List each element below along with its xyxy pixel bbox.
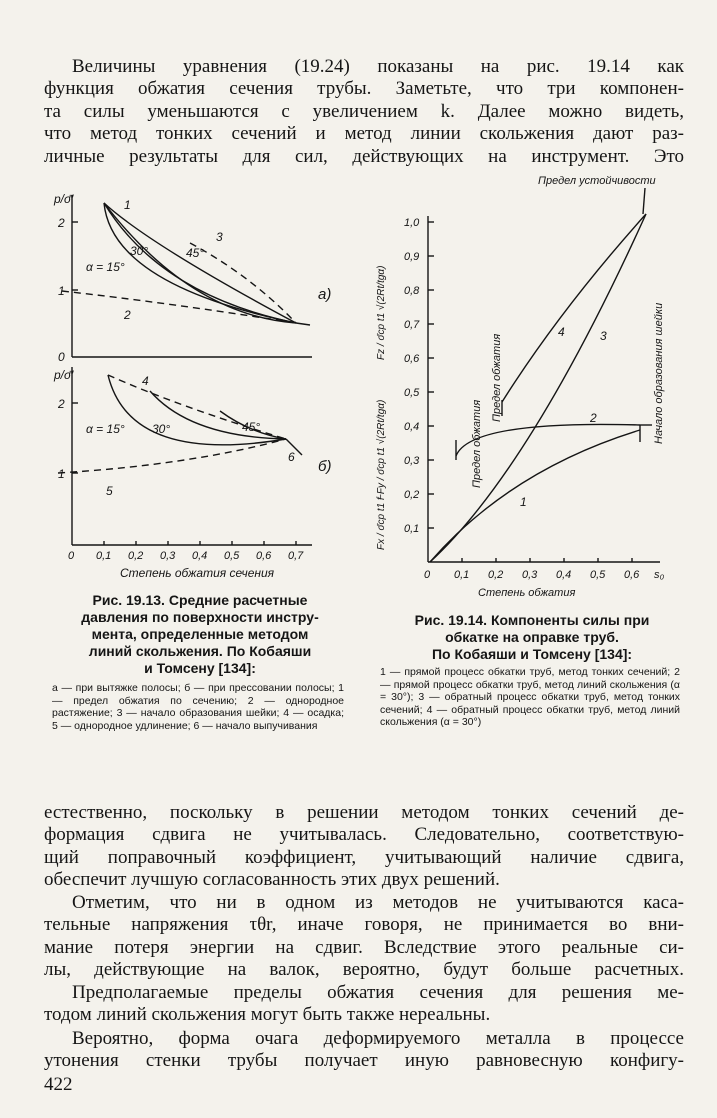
svg-text:0,1: 0,1 [454, 569, 470, 581]
paragraph-3 [44, 982, 684, 1027]
paragraph-1 [44, 802, 684, 892]
text-line: Величины уравнения (19.24) показаны на рис. 19.14 как [72, 56, 684, 77]
svg-text:0,8: 0,8 [404, 285, 420, 297]
panel-b-label: б) [318, 458, 332, 475]
paragraph-4 [44, 1028, 684, 1073]
label-b30: 30° [152, 422, 171, 436]
text-line: функция обжатия сечения трубы. Заметьте, что три компонен- [44, 78, 684, 100]
paragraph-2 [44, 892, 684, 982]
ya-tick-1: 1 [58, 284, 65, 298]
svg-text:0,2: 0,2 [128, 550, 144, 562]
svg-text:0,2: 0,2 [404, 489, 420, 501]
top-paragraph [44, 56, 684, 168]
xlabel-14: Степень обжатия [478, 587, 576, 599]
xlabel: Степень обжатия сечения [120, 566, 275, 580]
limit-label-1: Предел обжатия [471, 399, 483, 488]
ya-tick-0: 0 [58, 350, 65, 364]
svg-text:0,9: 0,9 [404, 251, 420, 263]
label-c1: 1 [520, 495, 527, 509]
svg-text:1,0: 1,0 [404, 217, 420, 229]
svg-text:0,1: 0,1 [404, 523, 420, 535]
curve-a-15 [104, 203, 296, 323]
curve-a-limit-1 [104, 203, 296, 323]
x-tick-labels-14 [424, 569, 640, 581]
text-line: Вероятно, форма очага деформируемого металла в процессе [72, 1028, 684, 1049]
label-c2: 2 [124, 308, 131, 322]
text-line: тельные напряжения τθr, иначе говоря, не принимается во вни- [44, 914, 684, 936]
page-number: 422 [44, 1074, 73, 1095]
text-line: тодом линий скольжения могут быть также нереальны. [44, 1004, 491, 1026]
text-line: лы, действующие на валок, вероятно, будут больше расчетных. [44, 959, 684, 981]
limit-label-2: Предел обжатия [491, 333, 503, 422]
svg-text:0,3: 0,3 [160, 550, 176, 562]
svg-text:0,6: 0,6 [404, 353, 420, 365]
yb-tick-1: 1 [58, 467, 65, 481]
svg-text:0,1: 0,1 [96, 550, 112, 562]
y-ticks [428, 222, 434, 528]
curve-3 [430, 214, 646, 562]
panel-a-label: а) [318, 286, 332, 303]
curve-2 [456, 424, 640, 456]
yb-tick-2: 2 [58, 397, 65, 411]
figure-19-13-plot [50, 175, 350, 585]
label-c6: 6 [288, 450, 295, 464]
figure-19-13 [50, 175, 350, 585]
text-line: Отметим, что ни в одном из методов не учитываются каса- [72, 892, 684, 913]
svg-text:0,4: 0,4 [192, 550, 208, 562]
ylabel-fy: −Fy / σ̄cp t1 √(2Rt/tgα) [376, 399, 387, 500]
label-b15: α = 15° [86, 422, 125, 436]
figure-19-14-caption: Рис. 19.14. Компоненты силы при обкатке на оправке труб. По Кобаяши и Томсену [134]: [414, 612, 650, 662]
ylabel-b: p/σ̄′ [54, 368, 74, 382]
label-a15: α = 15° [86, 260, 125, 274]
text-line: формация сдвига не учитывалась. Следовательно, соответствую- [44, 824, 684, 846]
label-b45: 45° [242, 420, 261, 434]
limit-label-3: Начало образования шейки [653, 302, 665, 444]
svg-text:0,5: 0,5 [224, 550, 240, 562]
figure-19-14-legend: 1 — прямой процесс обкатки труб, метод тонких сечений; 2 — прямой процесс обкатки труб, метод линий скольжения (α = 30°); 3 — обратный процесс обкатки труб, метод тонких сечений; 4 — обратный процесс обкатки труб, метод линий скольжения (α = 30°) [380, 666, 680, 728]
svg-text:0,7: 0,7 [288, 550, 304, 562]
x-end-label: s₀ [654, 569, 665, 581]
ylabel-fz: Fz / σ̄cp t1 √(2Rt/tgα) [376, 265, 387, 360]
ylabel-fx: Fx / σ̄cp t1 f [376, 497, 387, 550]
label-c2: 2 [590, 411, 597, 425]
y-tick-labels [404, 217, 420, 535]
svg-text:0,3: 0,3 [522, 569, 538, 581]
curve-a-2 [62, 291, 296, 323]
svg-text:0,2: 0,2 [488, 569, 504, 581]
label-c4: 4 [558, 325, 565, 339]
svg-text:0: 0 [68, 550, 75, 562]
svg-text:0,4: 0,4 [404, 421, 420, 433]
ylabel-a: p/σ̄′ [54, 192, 74, 206]
svg-text:0,5: 0,5 [590, 569, 606, 581]
curve-4 [502, 214, 646, 402]
text-line: что метод тонких сечений и метод линии скольжения дают раз- [44, 123, 684, 145]
text-line: утонения стенки трубы получает иную равновесную конфигу- [44, 1050, 684, 1072]
text-line: щий поправочный коэффициент, учитывающий наличие сдвига, [44, 846, 684, 868]
text-line: обеспечит лучшую согласованность этих двух решений. [44, 869, 500, 891]
label-a45: 45° [186, 246, 205, 260]
label-c4: 4 [142, 374, 149, 388]
x-tick-labels [68, 550, 304, 562]
figure-19-14 [360, 170, 700, 602]
curve-b-15 [108, 375, 286, 445]
label-c5: 5 [106, 484, 113, 498]
text-line: личные результаты для сил, действующих на инструмент. Это [44, 145, 684, 167]
svg-text:0: 0 [424, 569, 431, 581]
figure-19-13-caption: Рис. 19.13. Средние расчетные давления по поверхности инстру- мента, определенные методом линий скольжения. По Кобаяши и Томсену [134]: [81, 592, 319, 676]
curve-b-30 [150, 391, 286, 439]
label-c1: 1 [124, 198, 131, 212]
figure-19-13-legend: а — при вытяжке полосы; б — при прессовании полосы; 1 — предел обжатия по сечению; 2 — однородное растяжение; 3 — начало образования шейки; 4 — осадка; 5 — однородное удлинение; 6 — начало выпучивания [52, 682, 344, 732]
svg-text:0,7: 0,7 [404, 319, 420, 331]
text-line: та силы уменьшаются с увеличением k. Далее можно видеть, [44, 100, 684, 122]
label-c3: 3 [600, 329, 607, 343]
svg-text:0,5: 0,5 [404, 387, 420, 399]
svg-text:0,3: 0,3 [404, 455, 420, 467]
top-label: Предел устойчивости [538, 175, 656, 187]
svg-text:0,6: 0,6 [624, 569, 640, 581]
curve-a-30 [104, 203, 296, 323]
text-line: Предполагаемые пределы обжатия сечения для решения ме- [72, 982, 684, 1003]
svg-text:0,4: 0,4 [556, 569, 572, 581]
curve-a-3 [190, 243, 296, 323]
text-line: мание потеря энергии на сдвиг. Вследствие этого реальные си- [44, 936, 684, 958]
text-line: естественно, поскольку в решении методом тонких сечений де- [44, 802, 684, 823]
curve-1 [430, 430, 640, 562]
curve-a-45 [104, 203, 296, 323]
label-a30: 30° [130, 244, 149, 258]
label-c3: 3 [216, 230, 223, 244]
svg-text:0,6: 0,6 [256, 550, 272, 562]
figure-19-14-plot [360, 170, 700, 602]
ya-tick-2: 2 [58, 216, 65, 230]
